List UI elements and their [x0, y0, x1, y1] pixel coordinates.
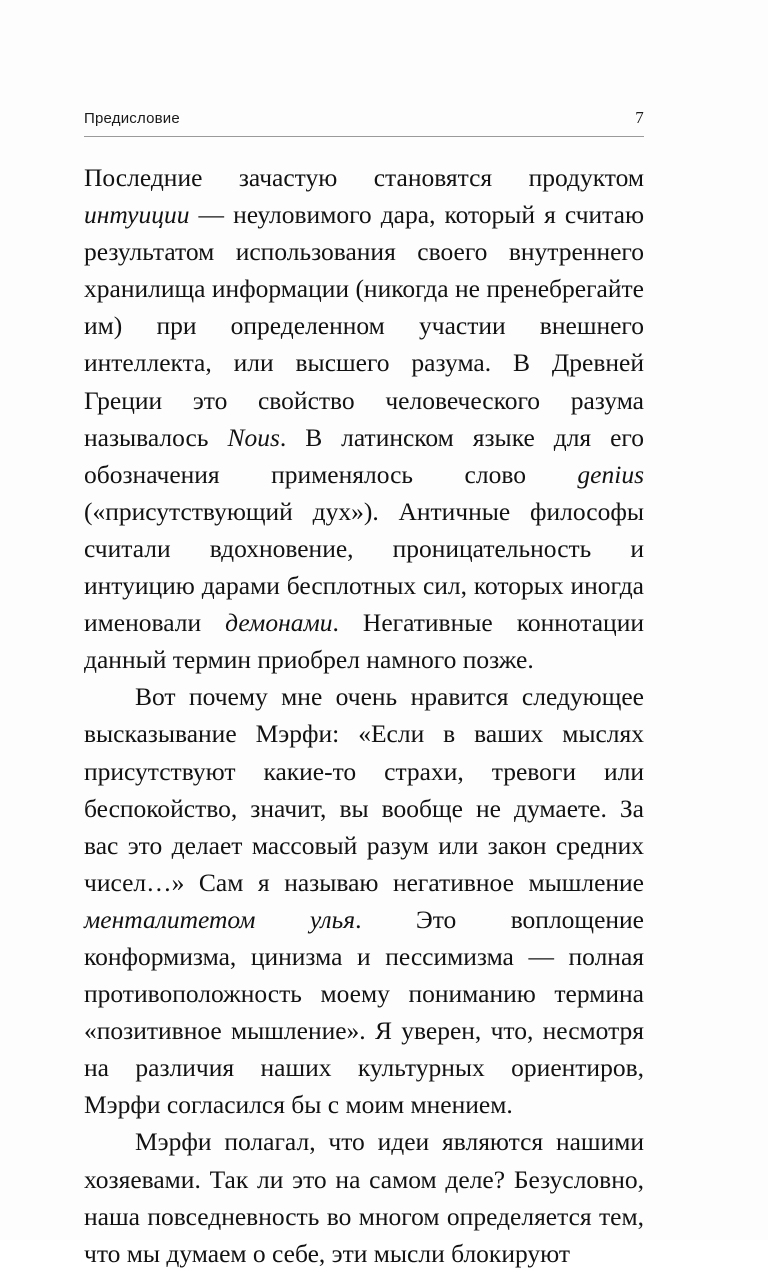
- text-run: . Это воплощение конформизма, цинизма и пессимизма — полная противоположность моему пониманию термина «позитивное мышление». Я уверен, что, несмотря на различия наших культурных ориентиров, Мэрфи согласился бы с моим мнением.: [84, 904, 644, 1120]
- emphasis-text: Nous: [227, 422, 280, 452]
- paragraph: [84, 678, 644, 1123]
- page-number: 7: [635, 108, 644, 127]
- running-head: [84, 108, 644, 137]
- text-run: Вот почему мне очень нравится следующее высказывание Мэрфи: «Если в ваших мыслях присутствуют какие-то страхи, тревоги или беспокойство, значит, вы вообще не думаете. За вас это делает массовый разум или закон средних чисел…» Сам я называю негативное мышление: [84, 682, 644, 897]
- text-run: . В латинском языке для его обозначения применялось слово: [84, 422, 644, 489]
- text-run: Мэрфи полагал, что идеи являются нашими хозяевами. Так ли это на самом деле? Безусловно, наша повседневность во многом определяется тем, что мы думаем о себе, эти мысли блокируют: [84, 1127, 644, 1268]
- text-run: Последние зачастую становятся продуктом: [84, 163, 644, 192]
- emphasis-text: менталитетом улья: [84, 904, 356, 934]
- running-head-title: Предисловие: [84, 110, 180, 127]
- text-run: . Негативные коннотации данный термин приобрел намного позже.: [84, 608, 644, 675]
- text-run: — неуловимого дара, который я считаю результатом использования своего внутреннего хранилища информации (никогда не пренебрегайте им) при определенном участии внешнего интеллекта, или высшего разума. В Древней Греции это свойство человеческого разума называлось: [84, 200, 644, 452]
- paragraph: [84, 159, 644, 678]
- body-text: [84, 159, 644, 1272]
- page-content: [84, 108, 644, 1272]
- emphasis-text: интуиции: [84, 200, 190, 230]
- emphasis-text: демонами: [225, 608, 333, 638]
- text-run: («присутствующий дух»). Античные философы считали вдохновение, проницательность и интуицию дарами бесплотных сил, которых иногда именовали: [84, 496, 644, 638]
- paragraph: [84, 1123, 644, 1271]
- emphasis-text: genius: [577, 459, 644, 489]
